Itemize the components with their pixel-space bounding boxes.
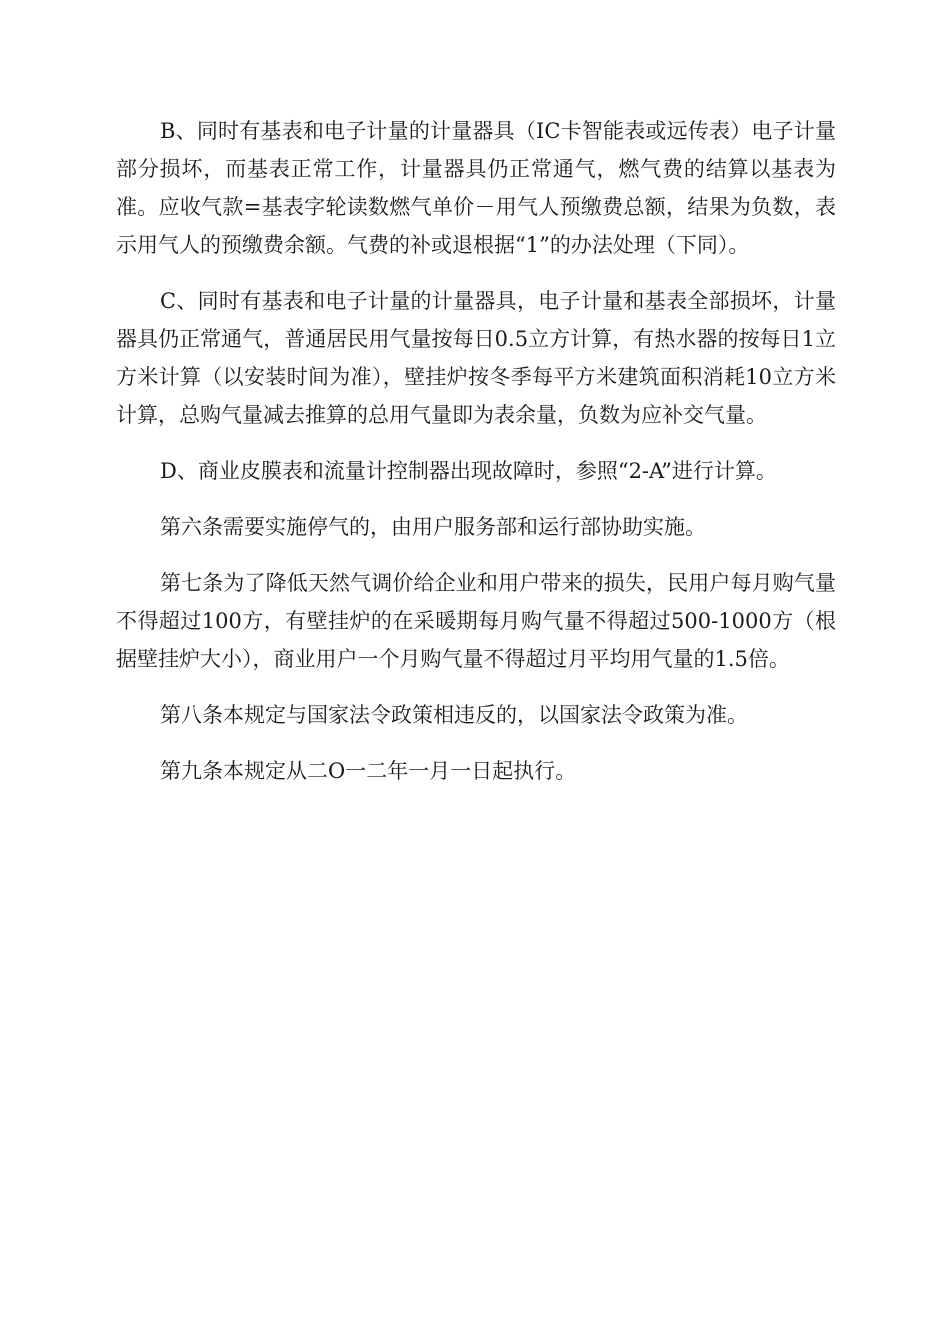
paragraph-article-9: 第九条本规定从二O一二年一月一日起执行。 <box>160 759 577 783</box>
paragraph-b-clause: B、同时有基表和电子计量的计量器具（IC卡智能表或远传表）电子计量部分损坏，而基表正常工作，计量器具仍正常通气，燃气费的结算以基表为准。应收气款=基表字轮读数燃气单价－用气人预缴费总额，结果为负数，表示用气人的预缴费余额。气费的补或退根据“1”的办法处理（下同）。 <box>116 119 836 257</box>
paragraph-c-clause: C、同时有基表和电子计量的计量器具，电子计量和基表全部损坏，计量器具仍正常通气，普通居民用气量按每日0.5立方计算，有热水器的按每日1立方米计算（以安装时间为准），壁挂炉按冬季每平方米建筑面积消耗10立方米计算，总购气量减去推算的总用气量即为表余量，负数为应补交气量。 <box>116 289 836 427</box>
paragraph-article-7: 第七条为了降低天然气调价给企业和用户带来的损失，民用户每月购气量不得超过100方，有壁挂炉的在采暖期每月购气量不得超过500-1000方（根据壁挂炉大小），商业用户一个月购气量不得超过月平均用气量的1.5倍。 <box>116 571 836 671</box>
paragraph-article-6: 第六条需要实施停气的，由用户服务部和运行部协助实施。 <box>160 515 706 539</box>
paragraph-article-8: 第八条本规定与国家法令政策相违反的，以国家法令政策为准。 <box>160 703 748 727</box>
paragraph-d-clause: D、商业皮膜表和流量计控制器出现故障时，参照“2-A”进行计算。 <box>160 459 777 483</box>
document-body <box>116 112 836 808</box>
